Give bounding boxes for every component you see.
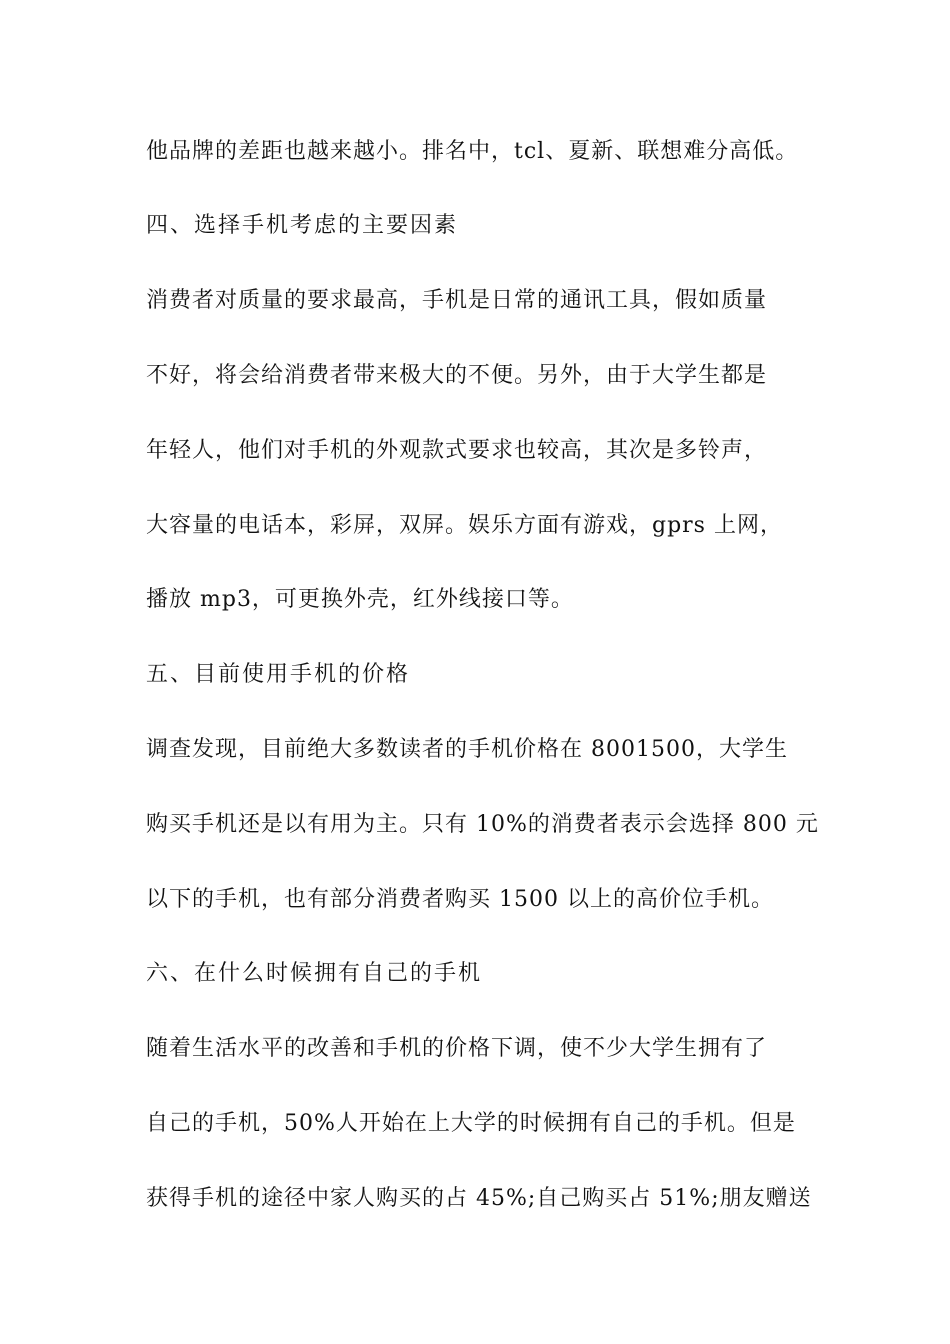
paragraph-line: 调查发现，目前绝大多数读者的手机价格在 8001500，大学生	[146, 737, 788, 762]
paragraph-line: 大容量的电话本，彩屏，双屏。娱乐方面有游戏，gprs 上网，	[146, 513, 783, 538]
paragraph-line: 随着生活水平的改善和手机的价格下调，使不少大学生拥有了	[146, 1036, 768, 1061]
paragraph-line: 消费者对质量的要求最高，手机是日常的通讯工具，假如质量	[146, 288, 768, 313]
section-heading-6: 六、在什么时候拥有自己的手机	[146, 961, 483, 986]
paragraph-line: 不好，将会给消费者带来极大的不便。另外，由于大学生都是	[146, 363, 768, 388]
paragraph-line: 获得手机的途径中家人购买的占 45%;自己购买占 51%;朋友赠送	[146, 1186, 812, 1211]
paragraph-line: 购买手机还是以有用为主。只有 10%的消费者表示会选择 800 元	[146, 812, 819, 837]
paragraph-line: 他品牌的差距也越来越小。排名中，tcl、夏新、联想难分高低。	[146, 139, 799, 164]
paragraph-line: 以下的手机，也有部分消费者购买 1500 以上的高价位手机。	[146, 887, 774, 912]
section-heading-4: 四、选择手机考虑的主要因素	[146, 213, 459, 238]
paragraph-line: 年轻人，他们对手机的外观款式要求也较高，其次是多铃声，	[146, 438, 768, 463]
section-heading-5: 五、目前使用手机的价格	[146, 662, 411, 687]
paragraph-line: 自己的手机，50%人开始在上大学的时候拥有自己的手机。但是	[146, 1111, 796, 1136]
paragraph-line: 播放 mp3，可更换外壳，红外线接口等。	[146, 587, 574, 612]
